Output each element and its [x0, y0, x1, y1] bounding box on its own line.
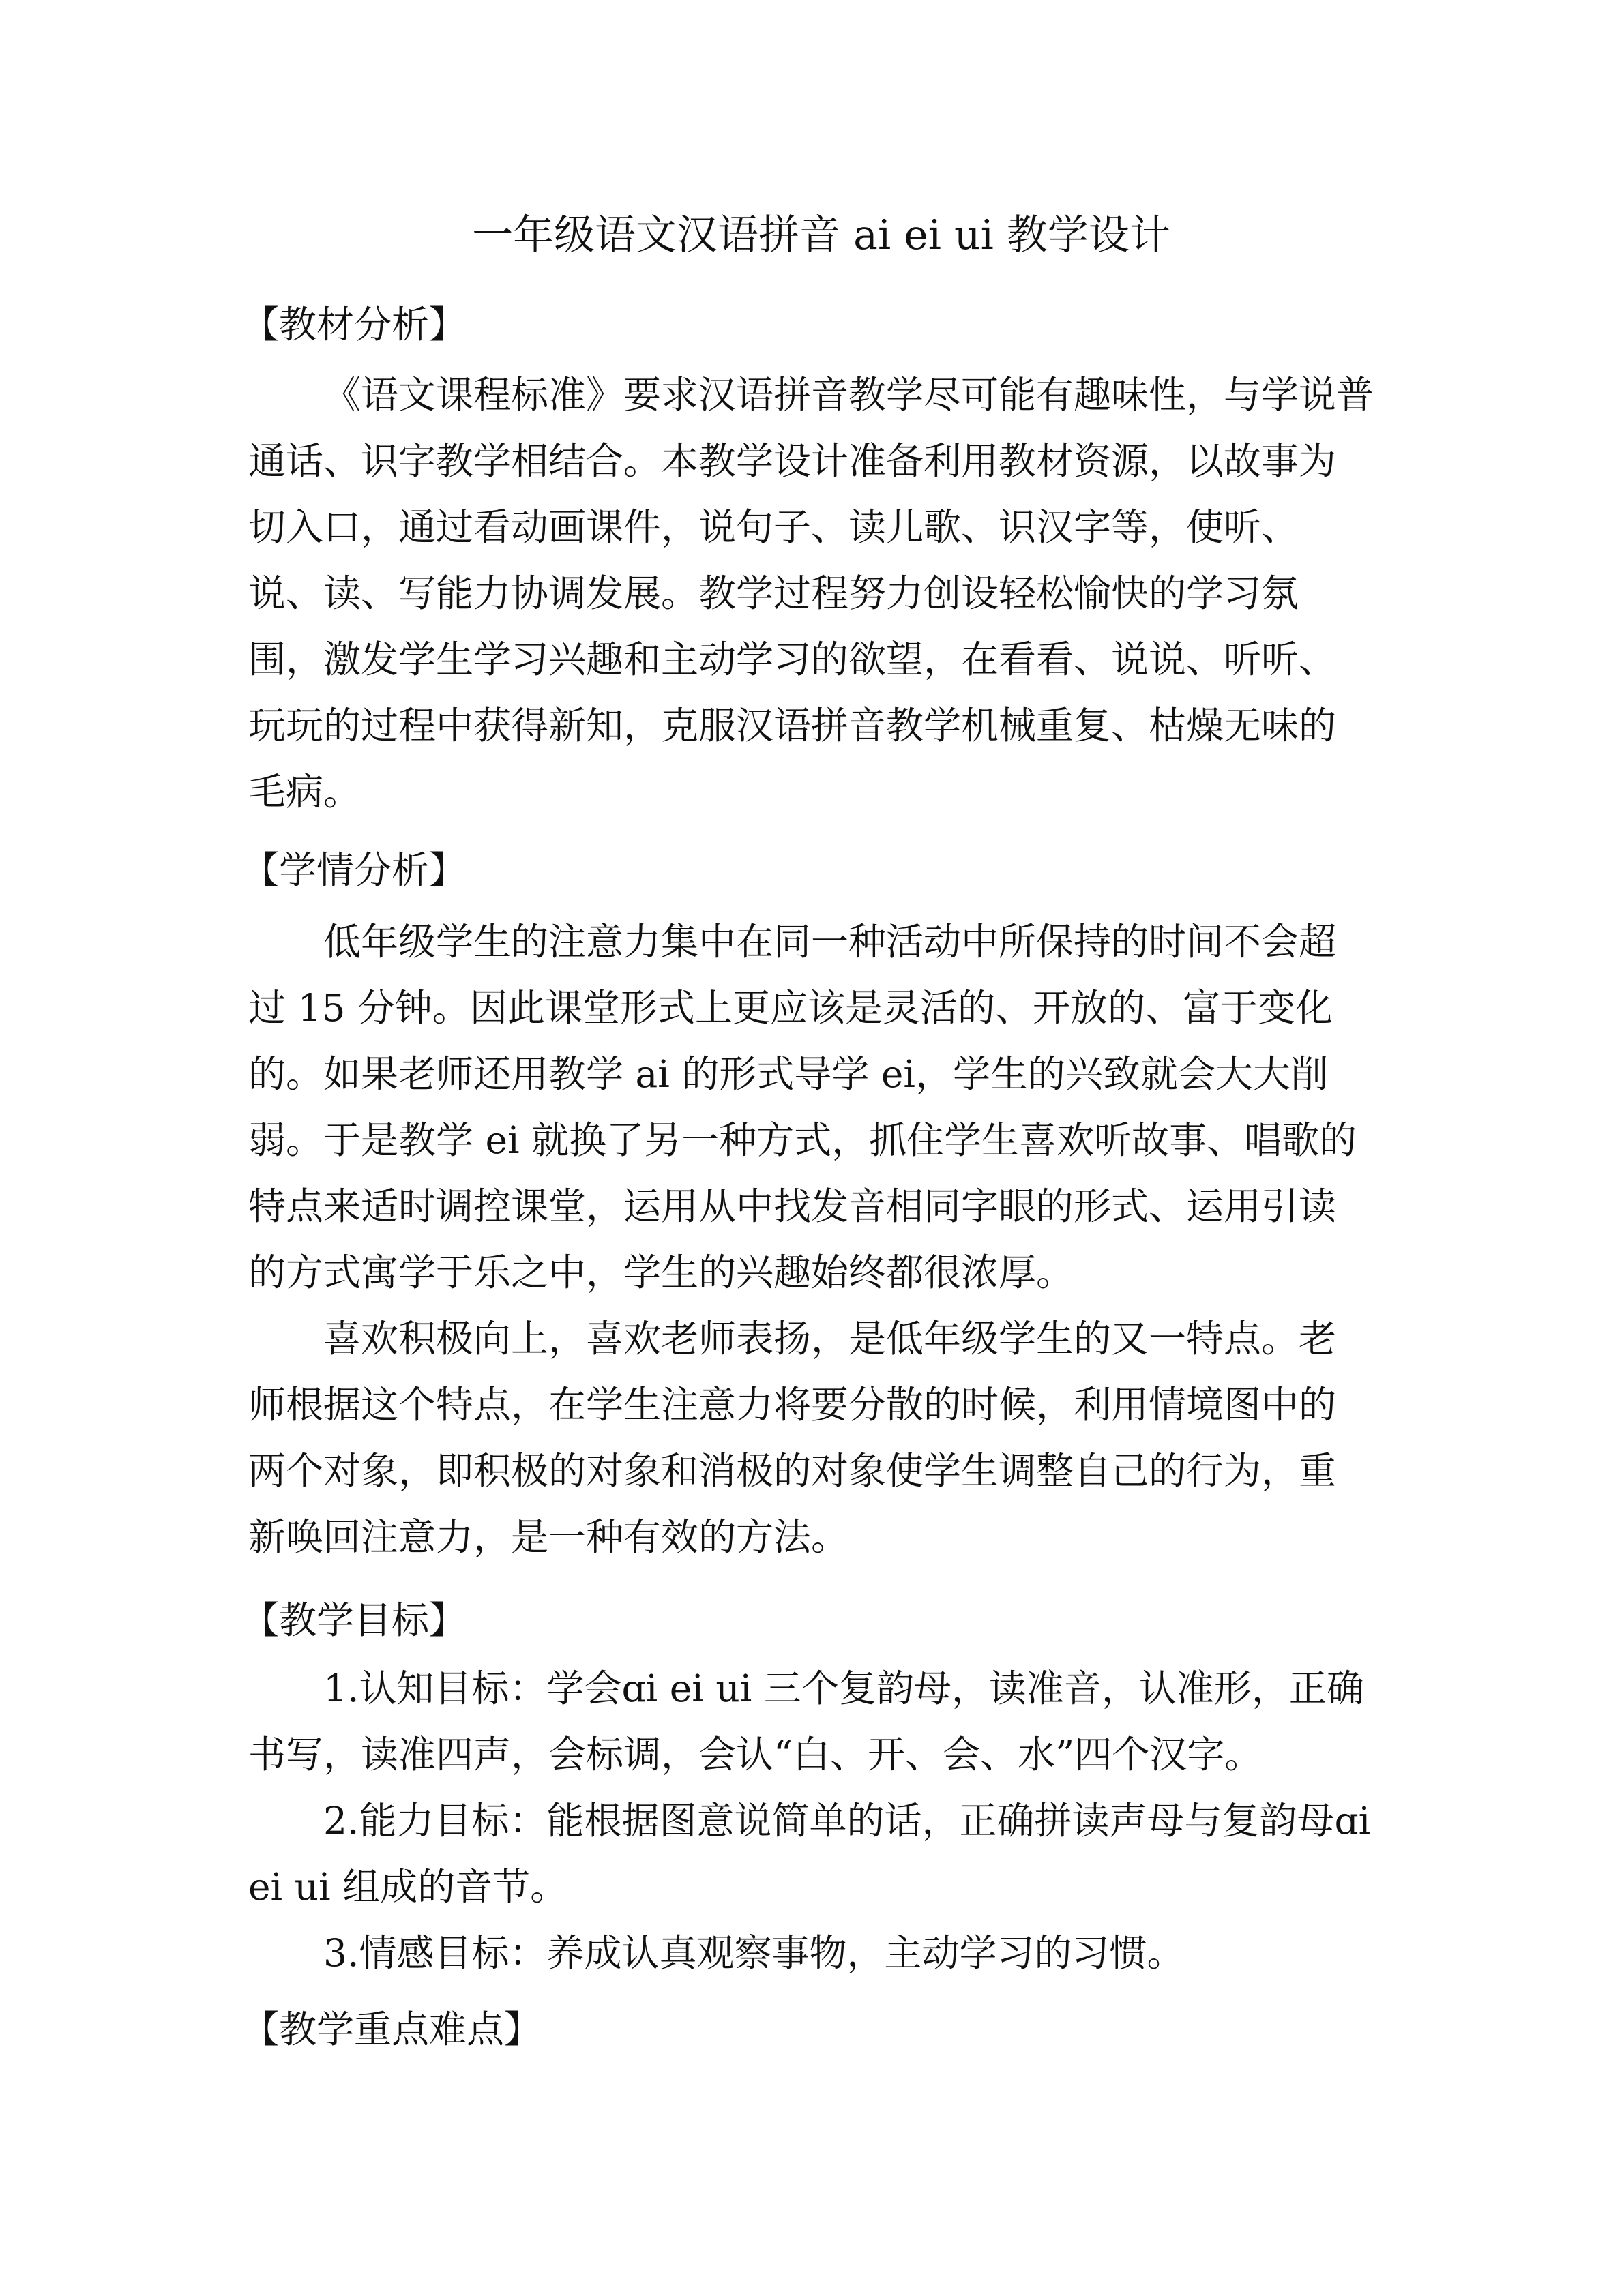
- paragraph-line: 《语文课程标准》要求汉语拼音教学尽可能有趣味性，与学说普: [323, 373, 1374, 417]
- objective-line: 1.认知目标：学会ɑi ei ui 三个复韵母，读准音，认准形，正确: [323, 1667, 1364, 1710]
- objective-line: 2.能力目标：能根据图意说简单的话，正确拼读声母与复韵母ɑi: [323, 1799, 1371, 1843]
- paragraph-line: 围，激发学生学习兴趣和主动学习的欲望，在看看、说说、听听、: [248, 638, 1337, 681]
- paragraph-line: 通话、识字教学相结合。本教学设计准备利用教材资源，以故事为: [248, 439, 1337, 483]
- paragraph-line: 说、读、写能力协调发展。教学过程努力创设轻松愉快的学习氛: [248, 571, 1299, 615]
- paragraph-line: 过 15 分钟。因此课堂形式上更应该是灵活的、开放的、富于变化: [248, 986, 1333, 1030]
- paragraph-line: 低年级学生的注意力集中在同一种活动中所保持的时间不会超: [323, 920, 1337, 964]
- section-heading-learner-analysis: 【学情分析】: [241, 848, 467, 892]
- paragraph-line: 喜欢积极向上，喜欢老师表扬，是低年级学生的又一特点。老: [323, 1317, 1337, 1360]
- objective-line: 3.情感目标：养成认真观察事物，主动学习的习惯。: [323, 1931, 1185, 1975]
- section-heading-teaching-objectives: 【教学目标】: [241, 1598, 467, 1642]
- paragraph-line: 新唤回注意力，是一种有效的方法。: [248, 1515, 849, 1559]
- paragraph-line: 两个对象，即积极的对象和消极的对象使学生调整自己的行为，重: [248, 1449, 1337, 1493]
- document-page: [241, 0, 1394, 2296]
- paragraph-line: 的方式寓学于乐之中，学生的兴趣始终都很浓厚。: [248, 1251, 1074, 1294]
- objective-line: 书写，读准四声，会标调，会认“白、开、会、水”四个汉字。: [248, 1733, 1263, 1776]
- paragraph-line: 切入口，通过看动画课件，说句子、读儿歌、识汉字等，使听、: [248, 505, 1299, 549]
- objective-line: ei ui 组成的音节。: [248, 1865, 568, 1909]
- paragraph-line: 弱。于是教学 ei 就换了另一种方式，抓住学生喜欢听故事、唱歌的: [248, 1118, 1357, 1162]
- paragraph-line: 玩玩的过程中获得新知，克服汉语拼音教学机械重复、枯燥无味的: [248, 704, 1337, 747]
- document-title: 一年级语文汉语拼音 ai ei ui 教学设计: [472, 211, 1170, 259]
- paragraph-line: 师根据这个特点，在学生注意力将要分散的时候，利用情境图中的: [248, 1383, 1337, 1427]
- paragraph-line: 的。如果老师还用教学 ai 的形式导学 ei，学生的兴致就会大大削: [248, 1052, 1328, 1096]
- paragraph-line: 特点来适时调控课堂，运用从中找发音相同字眼的形式、运用引读: [248, 1184, 1337, 1228]
- section-heading-key-difficult-points: 【教学重点难点】: [241, 2008, 542, 2051]
- section-heading-textbook-analysis: 【教材分析】: [241, 303, 467, 346]
- paragraph-line: 毛病。: [248, 770, 361, 814]
